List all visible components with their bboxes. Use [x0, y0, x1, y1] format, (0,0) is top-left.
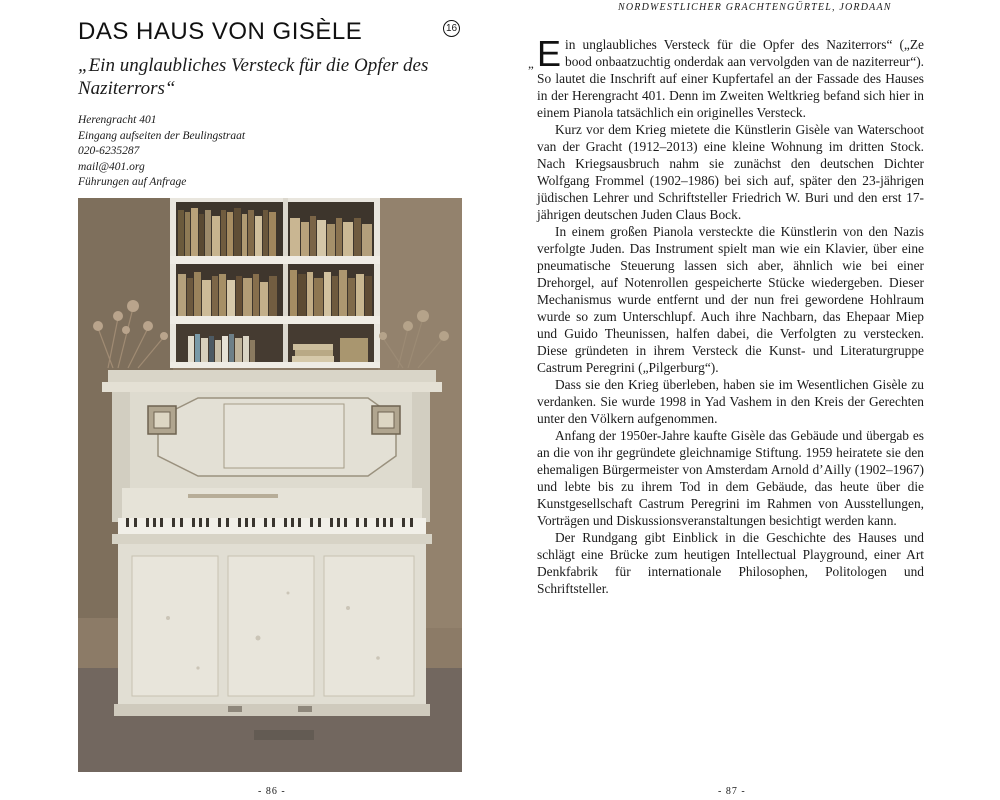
paragraph-3: In einem großen Pianola versteckte die Künstlerin von den Nazis verfolgte Juden. Das Instrument spielt man wie ein Klavier, über eine pneumatische Steuerung lassen sich aber, ähnlich wie bei einer Drehorgel, auf Notenrollen gespeicherte Stücke wiedergeben. Dieser Mechanismus wurde entfernt und der nun frei gewordene Hohlraum wurde so zum Unterschlupf. Auch ihre Nachbarn, das Ehepaar Miep und Guido Theunissen, halfen dabei, die Verfolgten zu verstecken. Diese gründeten in ihrem Versteck die Kunst- und Literaturgruppe Castrum Peregrini („Pilgerburg“). [537, 224, 924, 375]
address-info-block [78, 113, 245, 191]
info-address: Herengracht 401 [78, 114, 157, 126]
entry-number-badge: 16 [443, 20, 460, 37]
right-page [500, 0, 1000, 800]
page-number-right: - 87 - [718, 786, 746, 797]
info-phone: 020-6235287 [78, 145, 140, 157]
info-email: mail@401.org [78, 160, 145, 173]
running-head: NORDWESTLICHER GRACHTENGÜRTEL, JORDAAN [618, 2, 892, 13]
opening-quote-mark: „ [528, 56, 534, 71]
article-body [537, 33, 924, 597]
piano-photo [78, 198, 462, 772]
page-subtitle: „Ein unglaubliches Versteck für die Opfer des Naziterrors“ [78, 55, 429, 99]
info-entrance: Eingang aufseiten der Beulingstraat [78, 129, 246, 142]
paragraph-4: Dass sie den Krieg überleben, haben sie im Wesentlichen Gisèle zu verdanken. Sie wurde 1998 in Yad Vashem in den Kreis der Gerechten unter den Völkern aufgenommen. [537, 377, 924, 426]
page-number-left: - 86 - [258, 786, 286, 797]
page-title: DAS HAUS VON GISÈLE [78, 18, 363, 45]
paragraph-1 [537, 33, 924, 121]
drop-cap: E [537, 33, 562, 74]
paragraph-5: Anfang der 1950er-Jahre kaufte Gisèle das Gebäude und übergab es an die von ihr gegründete gleichnamige Stiftung. 1959 heiratete sie den ehemaligen Bürgermeister von Amsterdam Arnold d’Ailly (1902–1967) und lebte bis zu ihrem Tod in dem Gebäude, das heute über die Kunstgesellschaft Castrum Peregrini im Rahmen von Ausstellungen, Vorträgen und Diskussionsveranstaltungen besichtigt werden kann. [537, 428, 924, 528]
paragraph-2: Kurz vor dem Krieg mietete die Künstlerin Gisèle van Waterschoot van der Gracht (1912–2013) eine kleine Wohnung im dritten Stock. Nach Kriegsausbruch nahm sie zunächst den deutschen Dichter Wolfgang Frommel (1902–1986) bei sich auf, später den 23-jährigen jüdischen Lehrer und Schriftsteller Friedrich W. Buri und den erst 17-jährigen deutschen Juden Claus Bock. [537, 122, 924, 222]
paragraph-1-text: in unglaubliches Versteck für die Opfer des Naziterrors“ („Ze bood onbaatzuchtig onderdak aan vervolgden van de naziterreur“). So lautet die Inschrift auf einer Kupfertafel an der Fassade des Hauses in der Herengracht 401. Denn im Zweiten Weltkrieg befand sich hier in einem Pianola tatsächlich ein originelles Versteck. [537, 37, 924, 120]
paragraph-6: Der Rundgang gibt Einblick in die Geschichte des Hauses und schlägt eine Brücke zum heutigen Intellectual Playground, einer Art Denkfabrik für internationale Philosophen, Politologen und Schriftsteller. [537, 530, 924, 596]
info-tours: Führungen auf Anfrage [78, 176, 187, 188]
